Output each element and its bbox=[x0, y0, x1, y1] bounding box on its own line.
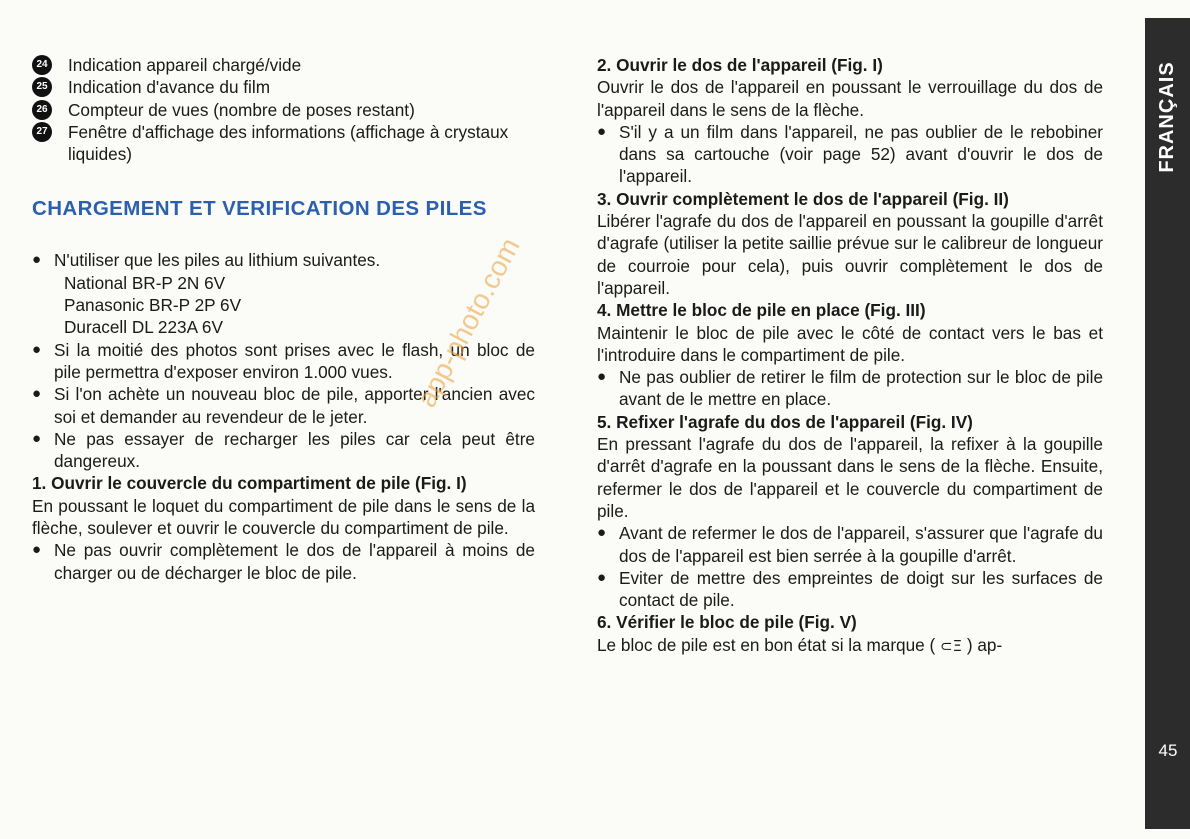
legend-item: 24 Indication appareil chargé/vide bbox=[32, 54, 535, 76]
bullet-item: ● Ne pas essayer de recharger les piles car cela peut être dangereux. bbox=[32, 428, 535, 472]
step-title: 2. Ouvrir le dos de l'appareil (Fig. I) bbox=[597, 55, 883, 75]
step-title: 3. Ouvrir complètement le dos de l'appareil (Fig. II) bbox=[597, 188, 1009, 209]
page-number: 45 bbox=[1158, 741, 1178, 760]
bullet-item: ● Si l'on achète un nouveau bloc de pile, apporter l'ancien avec soi et demander au revendeur de le jeter. bbox=[32, 384, 535, 427]
bullet-icon: ● bbox=[32, 385, 42, 403]
watermark: app-photo.com bbox=[410, 232, 526, 413]
bullet-item: ● S'il y a un film dans l'appareil, ne pas oublier de le rebobiner dans sa cartouche (voir page 52) avant d'ouvrir le dos de l'appareil. bbox=[597, 121, 1103, 187]
step-text: Maintenir le bloc de pile avec le côté de contact vers le bas et l'introduire dans le compartiment de pile. bbox=[597, 322, 1103, 365]
step-text: Ouvrir le dos de l'appareil en poussant le verrouillage du dos de l'appareil dans le sens de la flèche. bbox=[597, 77, 1103, 120]
number-badge: 26 bbox=[32, 100, 52, 120]
number-badge: 24 bbox=[32, 55, 52, 75]
bullet-icon: ● bbox=[32, 541, 42, 559]
bullet-item: ● Eviter de mettre des empreintes de doigt sur les surfaces de contact de pile. bbox=[597, 567, 1103, 611]
brand-line: Duracell DL 223A 6V bbox=[64, 317, 223, 338]
step-text: Le bloc de pile est en bon état si la marque ( ⊂Ξ ) ap- bbox=[597, 634, 1003, 655]
number-badge: 25 bbox=[32, 77, 52, 97]
language-tab-label: FRANÇAIS bbox=[1155, 61, 1178, 173]
bullet-item: ● Ne pas ouvrir complètement le dos de l'appareil à moins de charger ou de décharger le bloc de pile. bbox=[32, 540, 535, 583]
right-column bbox=[597, 54, 1103, 657]
step-title: 5. Refixer l'agrafe du dos de l'appareil (Fig. IV) bbox=[597, 411, 973, 432]
bullet-icon: ● bbox=[597, 122, 607, 140]
legend-item: 27 Fenêtre d'affichage des informations (affichage à crystaux liquides) bbox=[32, 121, 535, 166]
bullet-item: ● Si la moitié des photos sont prises avec le flash, un bloc de pile permettra d'exposer environ 1.000 vues. bbox=[32, 339, 535, 382]
step-title: 6. Vérifier le bloc de pile (Fig. V) bbox=[597, 612, 857, 633]
bullet-icon: ● bbox=[32, 340, 42, 358]
bullet-item: ● N'utiliser que les piles au lithium suivantes. bbox=[32, 250, 381, 271]
step-text: En pressant l'agrafe du dos de l'appareil, la refixer à la goupille d'arrêt d'agrafe en la poussant dans le sens de la flèche. Ensuite, refermer le dos de l'appareil et le couvercle du compartiment de pile. bbox=[597, 434, 1103, 521]
legend-item: 25 Indication d'avance du film bbox=[32, 76, 535, 98]
bullet-item: ● Ne pas oublier de retirer le film de protection sur le bloc de pile avant de le mettre en place. bbox=[597, 367, 1103, 410]
step-text: En poussant le loquet du compartiment de pile dans le sens de la flèche, soulever et ouvrir le couvercle du compartiment de pile. bbox=[32, 495, 535, 539]
brand-line: National BR-P 2N 6V bbox=[64, 272, 226, 293]
legend-list bbox=[32, 54, 535, 165]
bullet-item: ● Avant de refermer le dos de l'appareil, s'assurer que l'agrafe du dos de l'appareil est bien serrée à la goupille d'arrêt. bbox=[597, 523, 1103, 566]
bullet-icon: ● bbox=[597, 524, 607, 542]
section-heading: CHARGEMENT ET VERIFICATION DES PILES bbox=[32, 197, 487, 221]
bullet-icon: ● bbox=[32, 251, 42, 269]
step-title: 4. Mettre le bloc de pile en place (Fig. III) bbox=[597, 300, 926, 321]
step-text: Libérer l'agrafe du dos de l'appareil en poussant la goupille d'arrêt d'agrafe (utiliser la petite saillie prévue sur le calibreur de longueur de courroie pour cela), puis ouvrir complètement le dos de l'appareil. bbox=[597, 211, 1103, 298]
brand-line: Panasonic BR-P 2P 6V bbox=[64, 295, 242, 316]
legend-item: 26 Compteur de vues (nombre de poses restant) bbox=[32, 99, 535, 121]
battery-check-icon: ⊂Ξ bbox=[940, 636, 963, 655]
number-badge: 27 bbox=[32, 122, 52, 142]
step-title: 1. Ouvrir le couvercle du compartiment de pile (Fig. I) bbox=[32, 473, 467, 494]
bullet-icon: ● bbox=[32, 429, 42, 447]
bullet-icon: ● bbox=[597, 568, 607, 586]
bullet-icon: ● bbox=[597, 368, 607, 386]
